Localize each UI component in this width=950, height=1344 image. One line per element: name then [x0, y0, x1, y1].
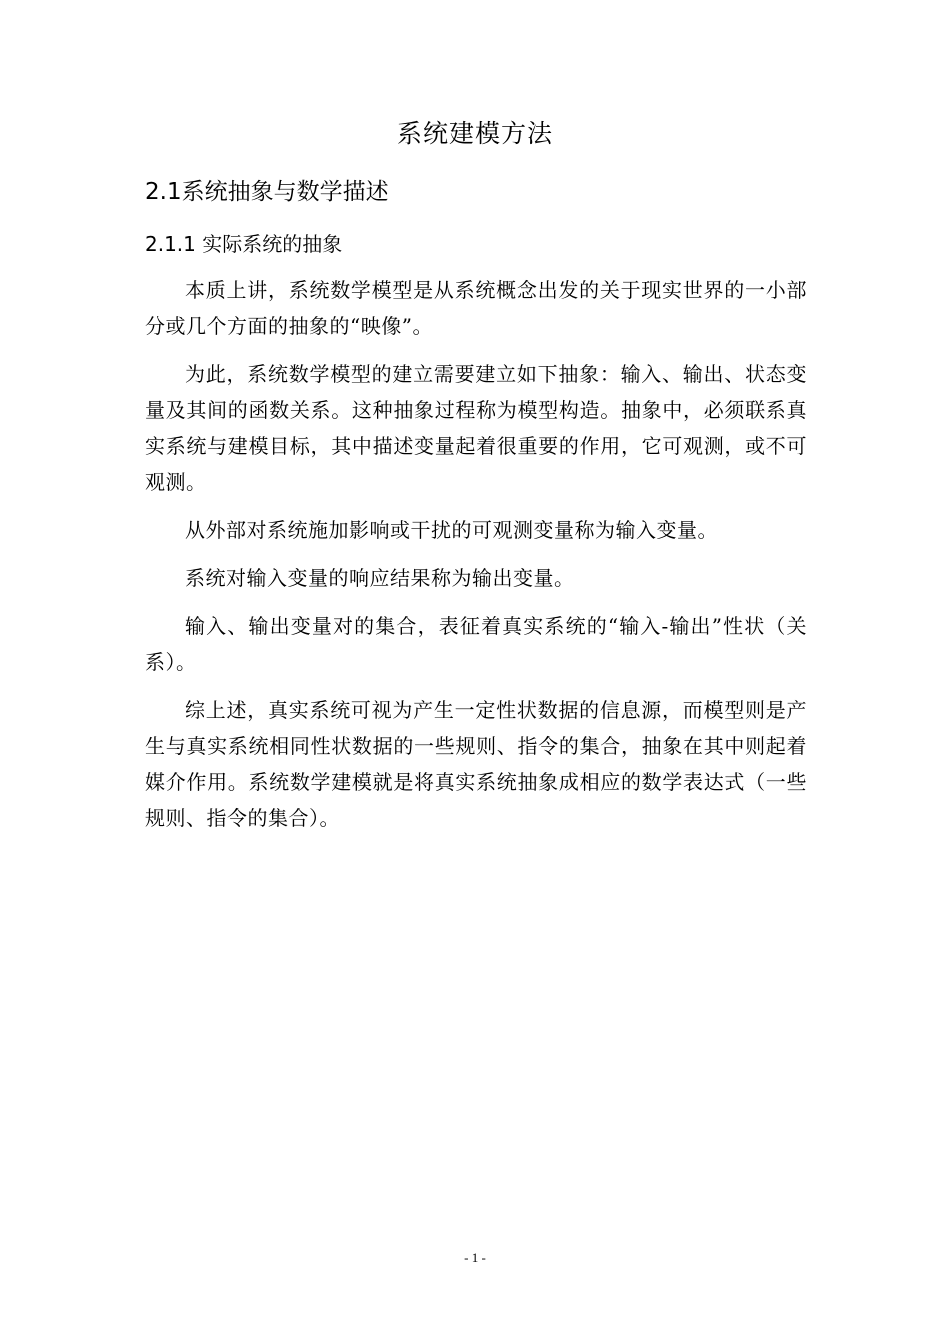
section-number: 2.1: [145, 179, 182, 205]
subsection-heading: [145, 226, 342, 262]
document-title: 系统建模方法: [396, 119, 553, 148]
section-title: 系统抽象与数学描述: [181, 179, 389, 205]
paragraph: 从外部对系统施加影响或干扰的可观测变量称为输入变量。: [185, 518, 718, 542]
subsection-number: 2.1.1: [145, 232, 196, 256]
paragraph: 为此，系统数学模型的建立需要建立如下抽象：输入、输出、状态变量及其间的函数关系。这种抽象过程称为模型构造。抽象中，必须联系真实系统与建模目标，其中描述变量起着很重要的作用，它可观测，或不可观测。: [145, 362, 807, 494]
body-text: [145, 272, 807, 848]
paragraph: 输入、输出变量对的集合，表征着真实系统的“输入-输出”性状（关系）。: [145, 614, 807, 674]
section-heading: [145, 172, 389, 212]
paragraph: 系统对输入变量的响应结果称为输出变量。: [185, 566, 575, 590]
paragraph: 综上述，真实系统可视为产生一定性状数据的信息源，而模型则是产生与真实系统相同性状数据的一些规则、指令的集合，抽象在其中则起着媒介作用。系统数学建模就是将真实系统抽象成相应的数学表达式（一些规则、指令的集合）。: [145, 698, 807, 830]
subsection-title: 实际系统的抽象: [202, 232, 343, 256]
paragraph: 本质上讲，系统数学模型是从系统概念出发的关于现实世界的一小部分或几个方面的抽象的“映像”。: [145, 278, 807, 338]
page-number: - 1 -: [464, 1250, 486, 1265]
